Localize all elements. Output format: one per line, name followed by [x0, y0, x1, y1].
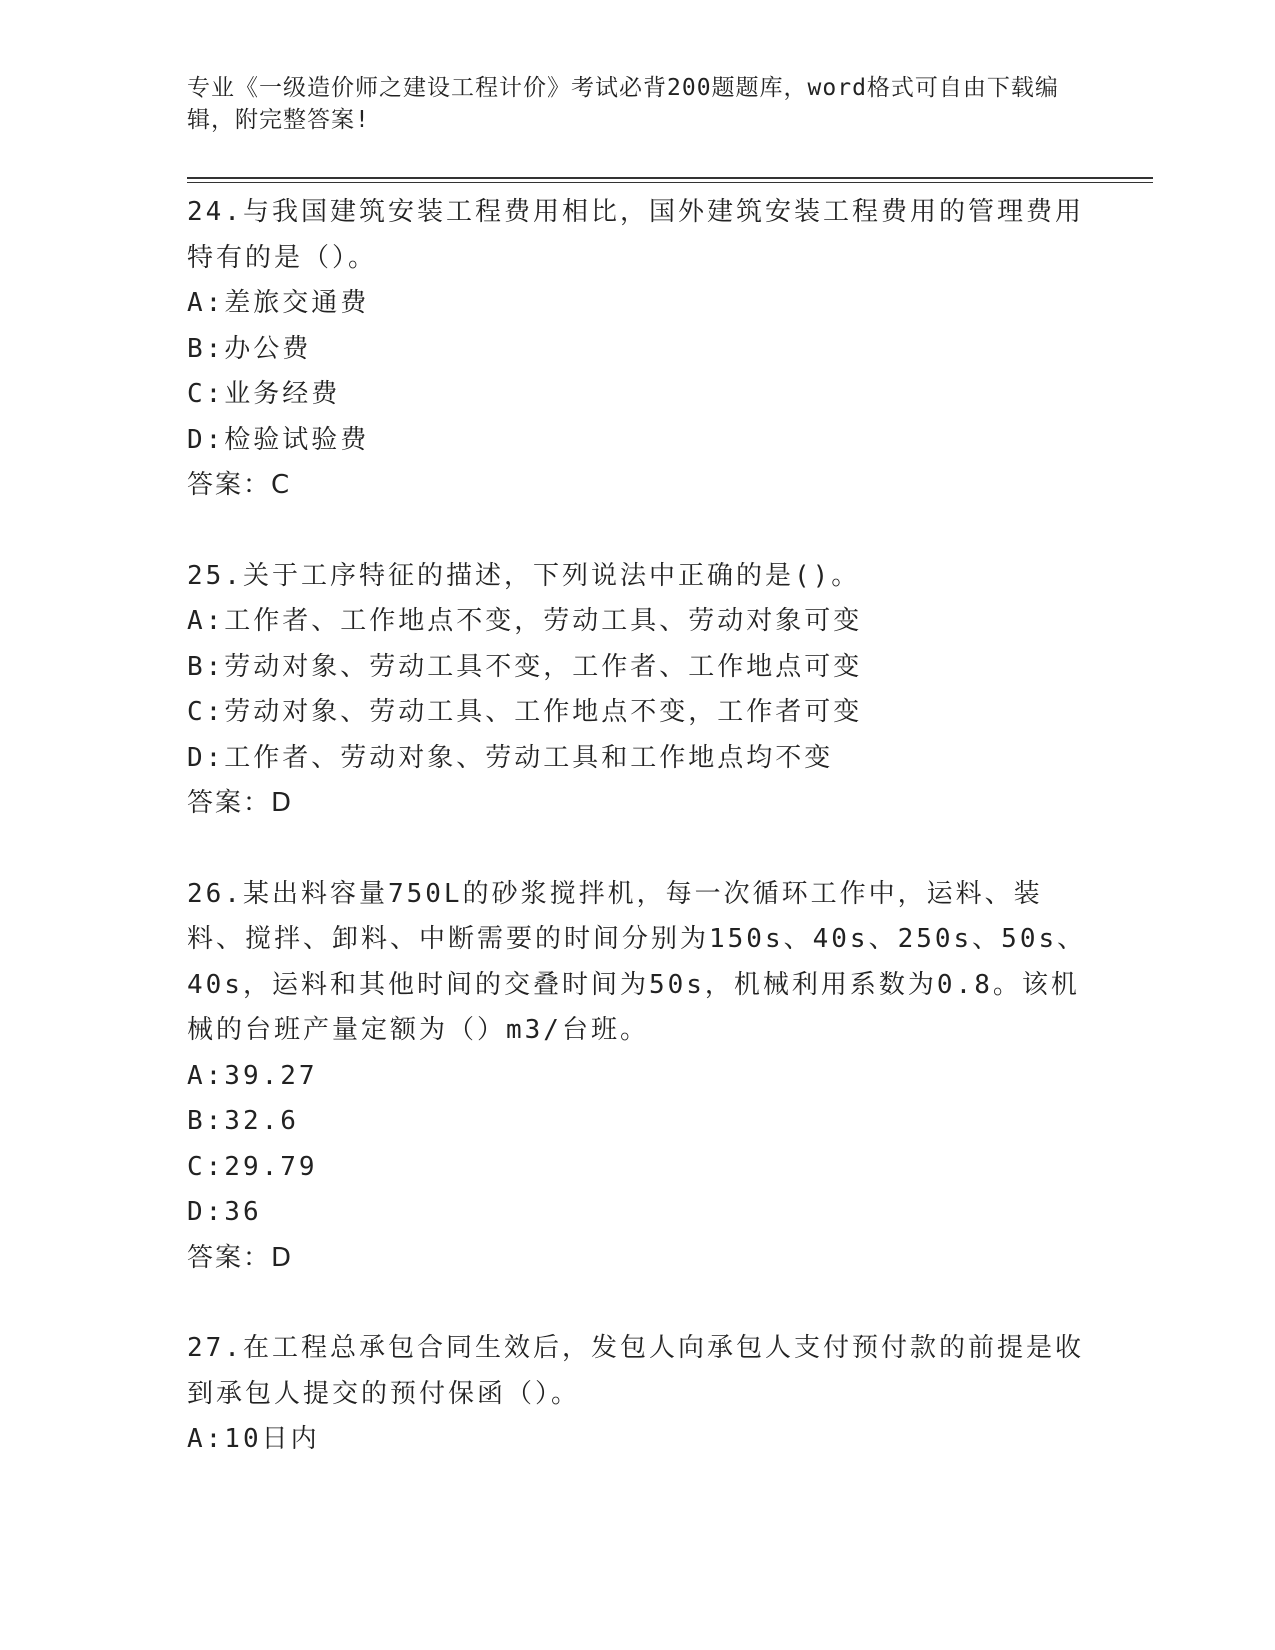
question-stem: 24.与我国建筑安装工程费用相比，国外建筑安装工程费用的管理费用特有的是（）。: [187, 197, 1084, 273]
spacer: [187, 1281, 1087, 1326]
header-rule-thick: [187, 177, 1153, 179]
header-rule-thin: [187, 182, 1153, 183]
option-a: A:10日内: [187, 1424, 320, 1454]
question-24: [187, 190, 1087, 509]
document-header: 专业《一级造价师之建设工程计价》考试必背200题题库，word格式可自由下载编辑，附完整答案!: [187, 75, 1059, 133]
question-stem: 27.在工程总承包合同生效后，发包人向承包人支付预付款的前提是收到承包人提交的预付保函（）。: [187, 1333, 1084, 1409]
option-a: A:39.27: [187, 1060, 318, 1091]
option-c: C:劳动对象、劳动工具、工作地点不变，工作者可变: [187, 697, 863, 727]
option-a: A:差旅交通费: [187, 288, 370, 318]
option-d: D:工作者、劳动对象、劳动工具和工作地点均不变: [187, 742, 834, 773]
spacer: [187, 509, 1087, 554]
option-d: D:36: [187, 1197, 262, 1227]
option-d: D:检验试验费: [187, 424, 370, 455]
option-a: A:工作者、工作地点不变，劳动工具、劳动对象可变: [187, 606, 863, 636]
option-c: C:业务经费: [187, 379, 341, 409]
option-b: B:办公费: [187, 333, 312, 364]
option-b: B:32.6: [187, 1106, 299, 1136]
question-27: [187, 1326, 1087, 1463]
question-stem: 25.关于工序特征的描述，下列说法中正确的是()。: [187, 560, 861, 591]
option-b: B:劳动对象、劳动工具不变，工作者、工作地点可变: [187, 651, 863, 682]
spacer: [187, 827, 1087, 872]
answer: 答案：D: [187, 788, 294, 818]
question-25: [187, 554, 1087, 827]
question-stem: 26.某出料容量750L的砂浆搅拌机，每一次循环工作中，运料、装料、搅拌、卸料、中断需要的时间分别为150s、40s、250s、50s、40s，运料和其他时间的交叠时间为50s，机械利用系数为0.8。该机械的台班产量定额为（）m3/台班。: [187, 878, 1087, 1045]
answer: 答案：D: [187, 1242, 294, 1273]
option-c: C:29.79: [187, 1151, 318, 1182]
answer: 答案：C: [187, 470, 292, 500]
question-26: [187, 872, 1087, 1282]
question-list: [187, 190, 1087, 1463]
